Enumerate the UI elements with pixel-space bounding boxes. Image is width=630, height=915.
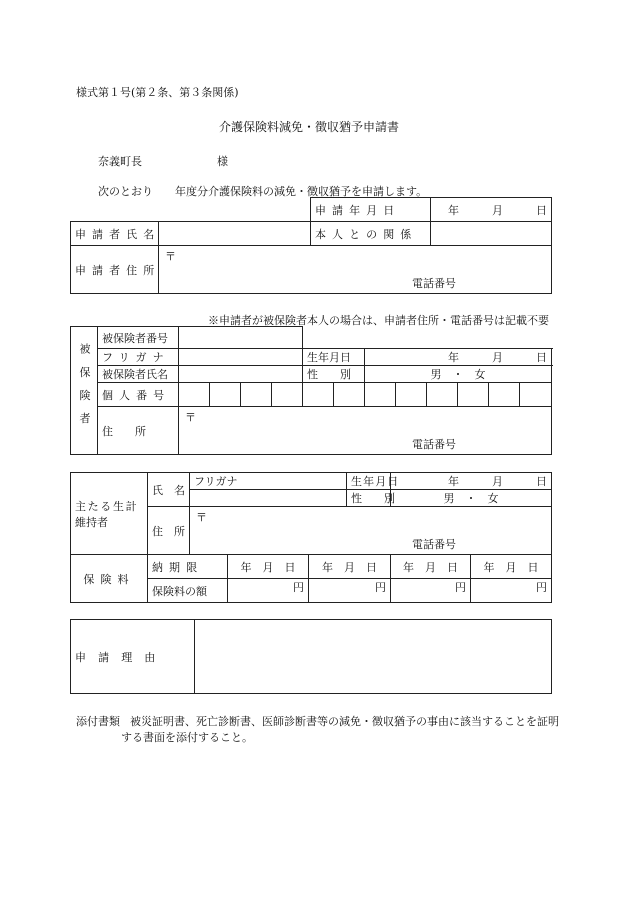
insured-sex-label: 性 別 (303, 366, 365, 383)
reason-field[interactable] (195, 620, 552, 694)
personal-number-digit[interactable] (520, 383, 552, 407)
reason-table (70, 619, 552, 694)
application-date-label: 申請年月日 (311, 198, 431, 222)
attachments-line-2: する書面を添付すること。 (121, 731, 253, 744)
premium-amount-label: 保険料の額 (148, 579, 228, 603)
form-number: 様式第１号(第２条、第３条関係) (76, 86, 239, 99)
supporter-sex-field[interactable]: 男 ・ 女 (391, 490, 552, 507)
insured-number-label: 被保険者番号 (98, 327, 179, 349)
premium-amount-field[interactable]: 円 (309, 579, 391, 603)
insured-birth-label: 生年月日 (303, 349, 365, 366)
personal-number-label: 個人番号 (98, 383, 179, 407)
phone-label: 電話番号 (412, 277, 456, 290)
insured-side-label: 被保険者 (71, 327, 98, 455)
reason-label: 申請理由 (71, 620, 195, 694)
insured-birth-field[interactable]: 年 月 日 (365, 349, 552, 366)
phone-label: 電話番号 (412, 538, 456, 551)
supporter-birth-field[interactable]: 年 月 日 (391, 473, 552, 490)
due-date-label: 納期限 (148, 555, 228, 579)
premium-amount-field[interactable]: 円 (228, 579, 309, 603)
personal-number-digit[interactable] (427, 383, 458, 407)
premium-amount-field[interactable]: 円 (391, 579, 471, 603)
relation-label: 本人との関係 (311, 222, 431, 246)
postal-mark: 〒 (165, 250, 176, 263)
supporter-side-label: 主たる生計 維持者 (71, 473, 148, 555)
furigana-label: フリガナ (98, 349, 179, 366)
personal-number-digit[interactable] (210, 383, 241, 407)
attachments-label: 添付書類 (76, 715, 120, 728)
applicant-name-field[interactable] (159, 222, 311, 246)
page-title: 介護保険料減免・徴収猶予申請書 (219, 120, 400, 134)
due-date-field[interactable]: 年 月 日 (471, 555, 552, 579)
addressee-name: 奈義町長 (98, 155, 142, 168)
personal-number-digit[interactable] (272, 383, 303, 407)
personal-number-digit[interactable] (458, 383, 489, 407)
personal-number-digit[interactable] (334, 383, 365, 407)
supporter-table (70, 472, 552, 603)
application-date-field[interactable]: 年 月 日 (431, 198, 552, 222)
blank-cell (303, 327, 552, 349)
supporter-address-label: 住 所 (148, 507, 190, 555)
supporter-name-label: 氏 名 (148, 473, 190, 507)
applicant-table (70, 197, 552, 294)
furigana-field[interactable] (179, 349, 303, 366)
personal-number-digit[interactable] (179, 383, 210, 407)
addressee-honorific: 様 (217, 155, 228, 168)
intro-text: 年度分介護保険料の減免・徴収猶予を申請します。 (175, 185, 428, 198)
due-date-field[interactable]: 年 月 日 (309, 555, 391, 579)
insured-number-field[interactable] (179, 327, 303, 349)
applicant-name-label: 申請者氏名 (71, 222, 159, 246)
due-date-field[interactable]: 年 月 日 (391, 555, 471, 579)
phone-label: 電話番号 (412, 438, 456, 451)
applicant-address-field[interactable] (159, 246, 552, 294)
supporter-address-field[interactable] (190, 507, 552, 555)
blank-cell (71, 198, 311, 222)
note-text: ※申請者が被保険者本人の場合は、申請者住所・電話番号は記載不要 (208, 314, 549, 327)
applicant-address-label: 申請者住所 (71, 246, 159, 294)
personal-number-digit[interactable] (396, 383, 427, 407)
insured-address-field[interactable] (179, 407, 552, 455)
insured-table (70, 326, 552, 455)
insured-name-label: 被保険者氏名 (98, 366, 179, 383)
attachments-line-1: 被災証明書、死亡診断書、医師診断書等の減免・徴収猶予の事由に該当することを証明 (130, 715, 559, 728)
premium-side-label: 保険料 (71, 555, 148, 603)
postal-mark: 〒 (185, 411, 196, 424)
postal-mark: 〒 (196, 511, 207, 524)
insured-address-label: 住 所 (98, 407, 179, 455)
personal-number-digit[interactable] (365, 383, 396, 407)
insured-name-field[interactable] (179, 366, 303, 383)
intro-prefix: 次のとおり (98, 185, 153, 198)
supporter-sex-label: 性 別 (347, 490, 391, 507)
supporter-name-field[interactable] (190, 490, 347, 507)
supporter-furigana-field[interactable]: フリガナ (190, 473, 347, 490)
personal-number-digit[interactable] (241, 383, 272, 407)
personal-number-digit[interactable] (303, 383, 334, 407)
personal-number-digit[interactable] (489, 383, 520, 407)
due-date-field[interactable]: 年 月 日 (228, 555, 309, 579)
premium-amount-field[interactable]: 円 (471, 579, 552, 603)
insured-sex-field[interactable]: 男 ・ 女 (365, 366, 552, 383)
supporter-birth-label: 生年月日 (347, 473, 391, 490)
relation-field[interactable] (431, 222, 552, 246)
